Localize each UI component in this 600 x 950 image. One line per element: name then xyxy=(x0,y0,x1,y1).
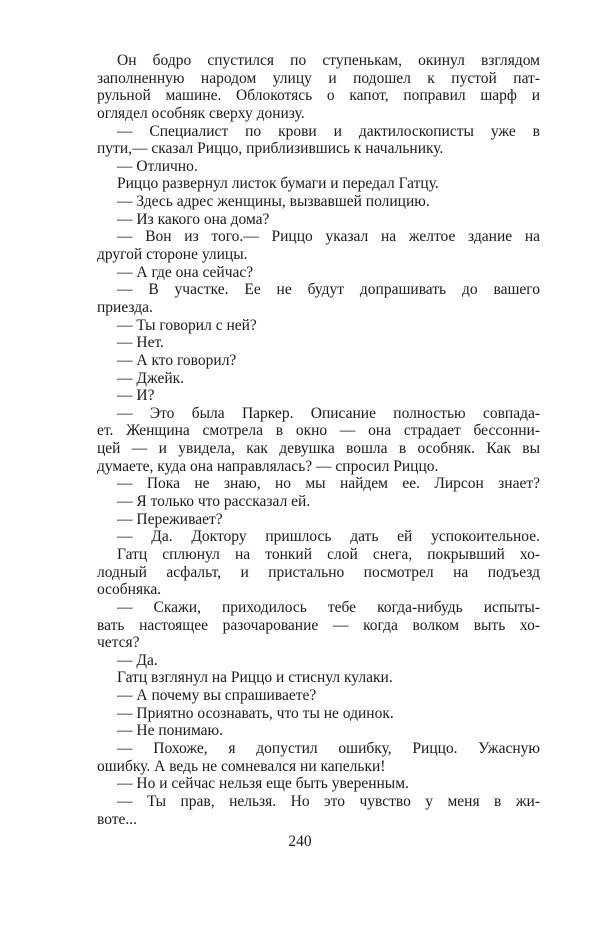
text-line: — И? xyxy=(117,387,155,405)
text-line: — Это была Паркер. Описание полностью совпада- xyxy=(117,404,540,422)
text-line: особняка. xyxy=(97,581,162,599)
text-line: Риццо развернул листок бумаги и передал Гатцу. xyxy=(117,175,439,193)
text-line: — Джейк. xyxy=(117,369,185,387)
text-line: воте... xyxy=(97,810,138,828)
text-line: Гатц сплюнул на тонкий слой снега, покрывший хо- xyxy=(117,545,540,563)
text-line: — Да. Доктору пришлось дать ей успокоительное. xyxy=(117,528,540,546)
text-line: — Переживает? xyxy=(117,510,223,528)
text-line: лодный асфальт, и пристально посмотрел на подъезд xyxy=(97,563,540,581)
text-line: — А где она сейчас? xyxy=(117,263,254,281)
text-line: — Да. xyxy=(117,651,158,669)
text-line: приезда. xyxy=(97,298,153,316)
text-line: цей — и увидела, как девушка вошла в особняк. Как вы xyxy=(97,440,540,458)
text-line: — Вон из того.— Риццо указал на желтое здание на xyxy=(117,228,540,246)
text-line: — Нет. xyxy=(117,334,164,352)
text-line: — Не понимаю. xyxy=(117,722,223,740)
book-page-text xyxy=(97,52,540,828)
text-line: — Из какого она дома? xyxy=(117,210,270,228)
text-line: заполненную народом улицу и подошел к пустой пат- xyxy=(97,69,540,87)
text-line: другой стороне улицы. xyxy=(97,246,248,264)
text-line: — Специалист по крови и дактилоскописты уже в xyxy=(117,122,540,140)
text-line: Гатц взглянул на Риццо и стиснул кулаки. xyxy=(117,669,393,687)
text-line: ет. Женщина смотрела в окно — она страдает бессонни- xyxy=(97,422,540,440)
text-line: Он бодро спустился по ступенькам, окинул взглядом xyxy=(117,52,540,69)
text-line: пути,— сказал Риццо, приблизившись к начальнику. xyxy=(97,140,444,158)
text-line: — Здесь адрес женщины, вызвавшей полицию. xyxy=(117,193,430,211)
text-line: — Похоже, я допустил ошибку, Риццо. Ужасную xyxy=(117,739,540,757)
text-line: — Приятно осознавать, что ты не одинок. xyxy=(117,704,394,722)
text-line: рульной машине. Облокотясь о капот, поправил шарф и xyxy=(97,87,540,105)
text-line: — Я только что рассказал ей. xyxy=(117,493,311,511)
text-line: думаете, куда она направлялась? — спросил Риццо. xyxy=(97,457,439,475)
text-line: — Ты прав, нельзя. Но это чувство у меня в жи- xyxy=(117,792,540,810)
text-line: — Отлично. xyxy=(117,157,198,175)
text-line: — Скажи, приходилось тебе когда-нибудь испыты- xyxy=(117,598,540,616)
page-number: 240 xyxy=(288,833,312,850)
text-line: оглядел особняк сверху донизу. xyxy=(97,104,305,122)
text-line: — Пока не знаю, но мы найдем ее. Лирсон знает? xyxy=(117,475,540,493)
text-line: чется? xyxy=(97,634,140,652)
text-line: — А кто говорил? xyxy=(117,351,237,369)
text-line: — Ты говорил с ней? xyxy=(117,316,257,334)
text-line: — В участке. Ее не будут допрашивать до вашего xyxy=(117,281,540,299)
text-line: вать настоящее разочарование — когда волком выть хо- xyxy=(97,616,540,634)
text-line: ошибку. А ведь не сомневался ни капельки! xyxy=(97,757,386,775)
text-line: — А почему вы спрашиваете? xyxy=(117,687,317,705)
text-line: — Но и сейчас нельзя еще быть уверенным. xyxy=(117,775,409,793)
